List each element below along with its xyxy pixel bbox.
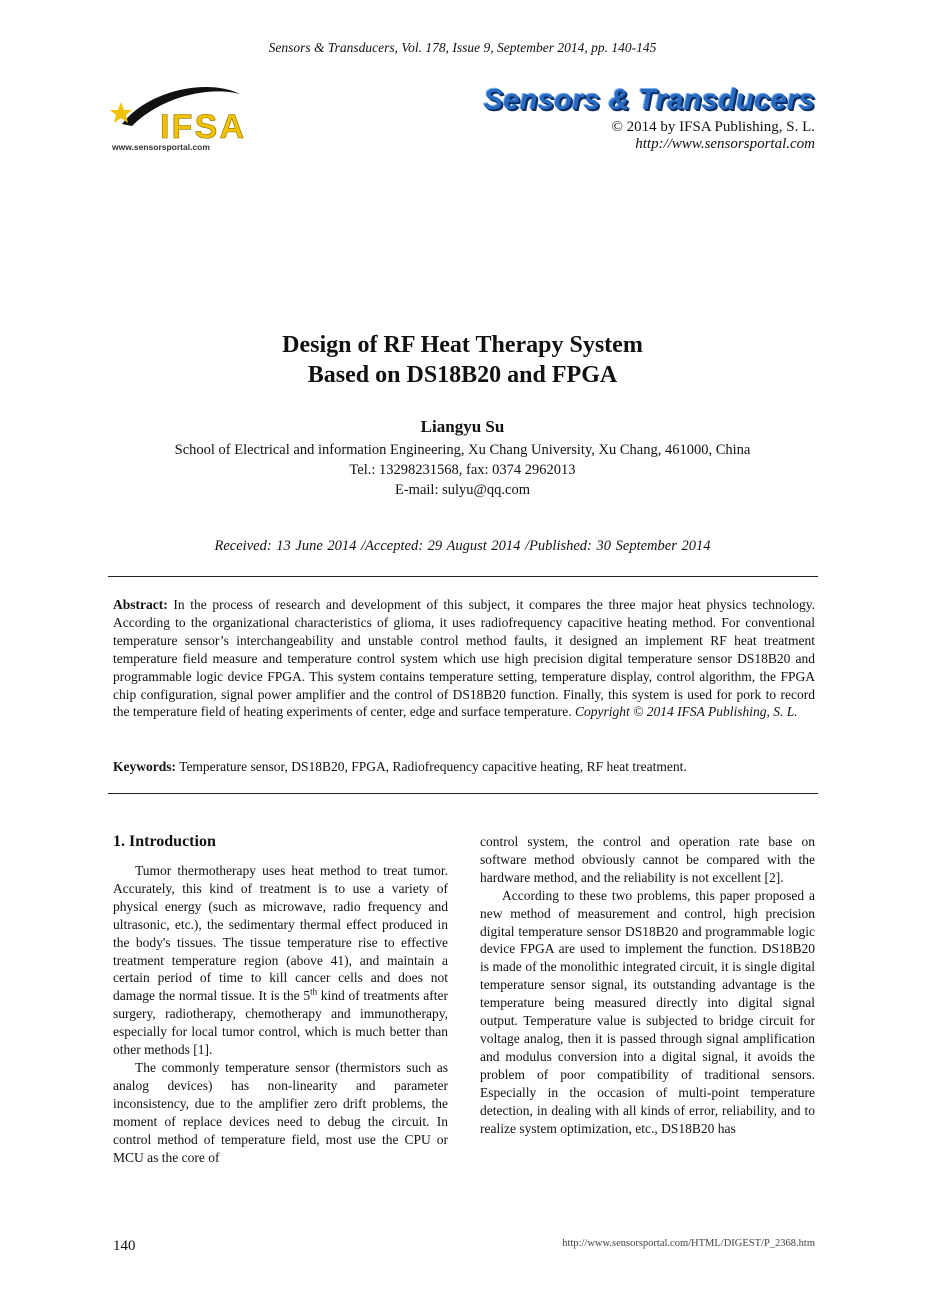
page-number: 140 <box>113 1238 136 1254</box>
brand-copyright: © 2014 by IFSA Publishing, S. L. <box>611 119 815 135</box>
article-title <box>0 330 925 390</box>
logo-text: IFSA <box>160 108 244 146</box>
paragraph-text: kind of treatments after surgery, radiotherapy, chemotherapy and immunotherapy, especially for local tumor control, which is much better than other methods [1]. <box>113 988 449 1058</box>
abstract-copyright: Copyright © 2014 IFSA Publishing, S. L. <box>575 704 798 720</box>
column-left <box>113 833 448 1166</box>
keywords-text: Temperature sensor, DS18B20, FPGA, Radiofrequency capacitive heating, RF heat treatment. <box>179 759 687 774</box>
footer-url[interactable]: http://www.sensorsportal.com/HTML/DIGEST/P_2368.htm <box>562 1238 815 1249</box>
top-divider <box>108 576 818 577</box>
abstract-label: Abstract: <box>113 597 168 612</box>
paragraph <box>113 862 448 1059</box>
publication-dates: Received: 13 June 2014 /Accepted: 29 August 2014 /Published: 30 September 2014 <box>214 538 711 554</box>
title-line-2: Based on DS18B20 and FPGA <box>307 362 618 388</box>
paragraph: control system, the control and operation rate base on software method obviously cannot be compared with the hardware method, and the reliability is not excellent [2]. <box>480 834 815 885</box>
keywords-label: Keywords: <box>113 759 176 774</box>
affiliation-block <box>0 440 925 500</box>
contact-phone: Tel.: 13298231568, fax: 0374 2962013 <box>349 462 576 478</box>
author-name: Liangyu Su <box>420 417 505 436</box>
contact-email: E-mail: sulyu@qq.com <box>395 482 530 498</box>
affiliation: School of Electrical and information Engineering, Xu Chang University, Xu Chang, 461000, China <box>174 442 751 458</box>
brand-block <box>484 84 815 153</box>
paragraph: According to these two problems, this paper proposed a new method of measurement and control, high precision digital temperature sensor DS18B20 and programmable logic device FPGA are used to implement the function. DS18B20 is made of the monolithic integrated circuit, it is single digital temperature sensor signal, its outstanding advantage is the temperature being measured directly into digital signal output. Temperature value is subjected to bridge circuit for voltage analog, then it is passed through signal amplification and modulus conversion into a digital signal, it avoids the problem of poor compatibility of traditional sensors. Especially in the occasion of multi-point temperature detection, in dealing with all kinds of error, reliability, and to realize system optimization, etc., DS18B20 has <box>480 887 815 1136</box>
brand-title: Sensors & Transducers <box>483 84 815 116</box>
abstract <box>113 596 815 721</box>
brand-url[interactable]: http://www.sensorsportal.com <box>635 136 815 152</box>
abstract-text: In the process of research and development of this subject, it compares the three major heat physics technology. According to the organizational characteristics of glioma, it uses radiofrequency capacitive heating method. For conventional temperature sensor’s interchangeability and unstable control method faults, it designed an implement RF heat treatment temperature field measure and temperature control system which use high precision digital temperature sensor DS18B20 and programmable logic device FPGA. This system contains temperature setting, temperature display, control algorithm, the FPGA chip configuration, signal power amplifier and the control of DS18B20 function. Finally, this system is used for pork to record the temperature field of heating experiments of center, edge and surface temperature. <box>113 597 816 720</box>
section-heading: 1. Introduction <box>113 833 216 850</box>
paragraph: The commonly temperature sensor (thermistors such as analog devices) has non-linearity and parameter inconsistency, due to the amplifier zero drift problems, the moment of replace devices need to debug the circuit. In control method of temperature field, most use the CPU or MCU as the core of <box>113 1059 448 1165</box>
bottom-divider <box>108 793 818 794</box>
paragraph-text: Tumor thermotherapy uses heat method to treat tumor. Accurately, this kind of treatment is to use a variety of physical energy (such as microwave, radio frequency and ultrasonic, etc.), the sedimentary thermal effect produced in the body's tissues. The tissue temperature rise to effective treatment temperature region (above 41), and maintain a certain period of time to kill cancer cells and does not damage the normal tissue. It is the 5 <box>113 863 448 1004</box>
column-right <box>480 833 815 1137</box>
superscript: th <box>310 986 318 997</box>
logo-url: www.sensorsportal.com <box>112 142 210 152</box>
title-line-1: Design of RF Heat Therapy System <box>282 332 643 358</box>
journal-header: Sensors & Transducers, Vol. 178, Issue 9, September 2014, pp. 140-145 <box>268 40 657 55</box>
keywords <box>113 758 815 776</box>
